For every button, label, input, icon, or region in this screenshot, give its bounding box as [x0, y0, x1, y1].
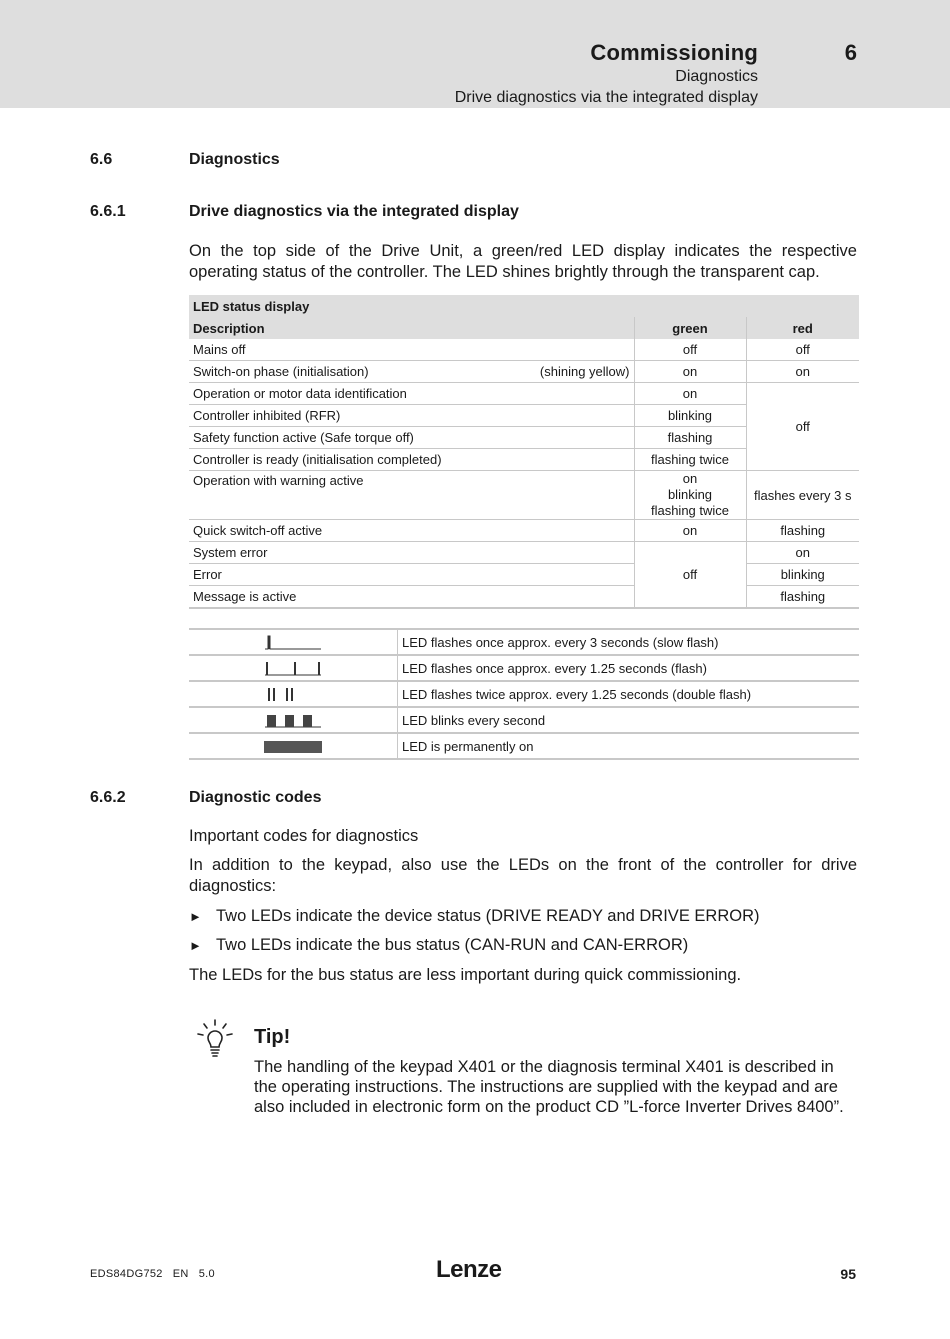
table-row	[189, 542, 859, 564]
row-red: off	[746, 339, 859, 361]
table-caption: LED status display	[189, 295, 859, 317]
row-red: on	[746, 361, 859, 383]
row-green-line-1: on	[682, 471, 698, 486]
table-row	[189, 586, 859, 609]
legend-symbol-cell	[189, 733, 398, 759]
row-red: flashing	[746, 586, 859, 609]
blink-pulse-icon	[263, 711, 323, 729]
table-row	[189, 339, 859, 361]
legend-text: LED blinks every second	[398, 707, 860, 733]
row-red: flashing	[746, 520, 859, 542]
section-6-6-2-title: Diagnostic codes	[189, 789, 322, 806]
row-description: Operation or motor data identification	[189, 383, 634, 405]
bullet-item-2	[189, 935, 688, 956]
section-6-6-2-number: 6.6.2	[90, 789, 126, 806]
legend-symbol-cell	[189, 655, 398, 681]
row-green: blinking	[634, 405, 746, 427]
row-red: flashes every 3 s	[746, 471, 859, 520]
row-green-multi	[634, 471, 746, 520]
table-header-row	[189, 317, 859, 339]
table-row	[189, 383, 859, 405]
footer-document-id: EDS84DG752 EN 5.0	[90, 1268, 215, 1280]
row-description: Operation with warning active	[189, 471, 634, 520]
led-status-table	[189, 295, 859, 609]
bullet-item-1	[189, 906, 760, 927]
col-red-header: red	[746, 317, 859, 339]
row-green: on	[634, 520, 746, 542]
row-description: Mains off	[189, 339, 634, 361]
legend-row	[189, 681, 859, 707]
header-subtitle-1: Diagnostics	[675, 68, 758, 85]
flash-pulse-icon	[263, 659, 323, 677]
section-6-6-title: Diagnostics	[189, 151, 280, 168]
legend-text: LED is permanently on	[398, 733, 860, 759]
legend-row	[189, 733, 859, 759]
table-row	[189, 564, 859, 586]
row-description: Message is active	[189, 586, 634, 609]
table-row	[189, 471, 859, 520]
permanent-on-icon	[263, 737, 323, 755]
row-description: Error	[189, 564, 634, 586]
row-description: Controller is ready (initialisation completed)	[189, 449, 634, 471]
header-chapter-number: 6	[844, 40, 857, 65]
legend-row	[189, 629, 859, 655]
legend-text: LED flashes once approx. every 3 seconds (slow flash)	[398, 629, 860, 655]
row-green: on	[634, 383, 746, 405]
bullet-arrow-icon: ►	[189, 909, 202, 924]
table-caption-row	[189, 295, 859, 317]
section-6-6-1-title: Drive diagnostics via the integrated display	[189, 203, 519, 220]
bullet-text: Two LEDs indicate the bus status (CAN-RUN and CAN-ERROR)	[216, 936, 689, 954]
col-green-header: green	[634, 317, 746, 339]
legend-symbol-cell	[189, 707, 398, 733]
row-green: on	[634, 361, 746, 383]
table-row	[189, 520, 859, 542]
row-green-line-3: flashing twice	[650, 503, 730, 518]
header-subtitle-2: Drive diagnostics via the integrated display	[454, 89, 758, 106]
row-red-merged: off	[746, 383, 859, 471]
legend-symbol-cell	[189, 681, 398, 707]
lightbulb-icon	[195, 1018, 235, 1058]
intro-paragraph: On the top side of the Drive Unit, a green/red LED display indicates the respective operating status of the controller. The LED shines brightly through the transparent cap.	[189, 242, 857, 281]
header-title: Commissioning	[590, 40, 758, 65]
legend-row	[189, 707, 859, 733]
lenze-logo: Lenze	[436, 1256, 502, 1283]
row-green-merged: off	[634, 542, 746, 609]
diag-paragraph-1: Important codes for diagnostics	[189, 827, 419, 845]
row-description: Safety function active (Safe torque off)	[189, 427, 634, 449]
double-flash-pulse-icon	[263, 685, 323, 703]
row-green-line-2: blinking	[667, 487, 713, 502]
section-6-6-number: 6.6	[90, 151, 113, 168]
row-description: Quick switch-off active	[189, 520, 634, 542]
flash-legend-table	[189, 628, 859, 760]
row-red: on	[746, 542, 859, 564]
row-red: blinking	[746, 564, 859, 586]
row-description: Switch-on phase (initialisation)	[193, 364, 369, 379]
bullet-text: Two LEDs indicate the device status (DRIVE READY and DRIVE ERROR)	[216, 907, 760, 925]
row-green: flashing twice	[634, 449, 746, 471]
tip-title: Tip!	[254, 1026, 291, 1048]
row-note: (shining yellow)	[539, 364, 630, 379]
row-description-cell	[189, 361, 634, 383]
slow-flash-pulse-icon	[263, 633, 323, 651]
row-green: off	[634, 339, 746, 361]
row-description: System error	[189, 542, 634, 564]
diag-paragraph-3: The LEDs for the bus status are less important during quick commissioning.	[189, 966, 742, 984]
tip-text: The handling of the keypad X401 or the diagnosis terminal X401 is described in the operating instructions. The instructions are supplied with the keypad and are also included in electronic form on the product CD ”L-force Inverter Drives 8400”.	[254, 1058, 844, 1116]
legend-text: LED flashes once approx. every 1.25 seconds (flash)	[398, 655, 860, 681]
col-description-header: Description	[189, 317, 634, 339]
row-green: flashing	[634, 427, 746, 449]
section-6-6-1-number: 6.6.1	[90, 203, 126, 220]
diag-paragraph-2: In addition to the keypad, also use the LEDs on the front of the controller for drive diagnostics:	[189, 856, 857, 895]
table-row	[189, 361, 859, 383]
legend-text: LED flashes twice approx. every 1.25 seconds (double flash)	[398, 681, 860, 707]
legend-row	[189, 655, 859, 681]
row-description: Controller inhibited (RFR)	[189, 405, 634, 427]
legend-symbol-cell	[189, 629, 398, 655]
bullet-arrow-icon: ►	[189, 938, 202, 953]
page-number: 95	[840, 1266, 856, 1282]
